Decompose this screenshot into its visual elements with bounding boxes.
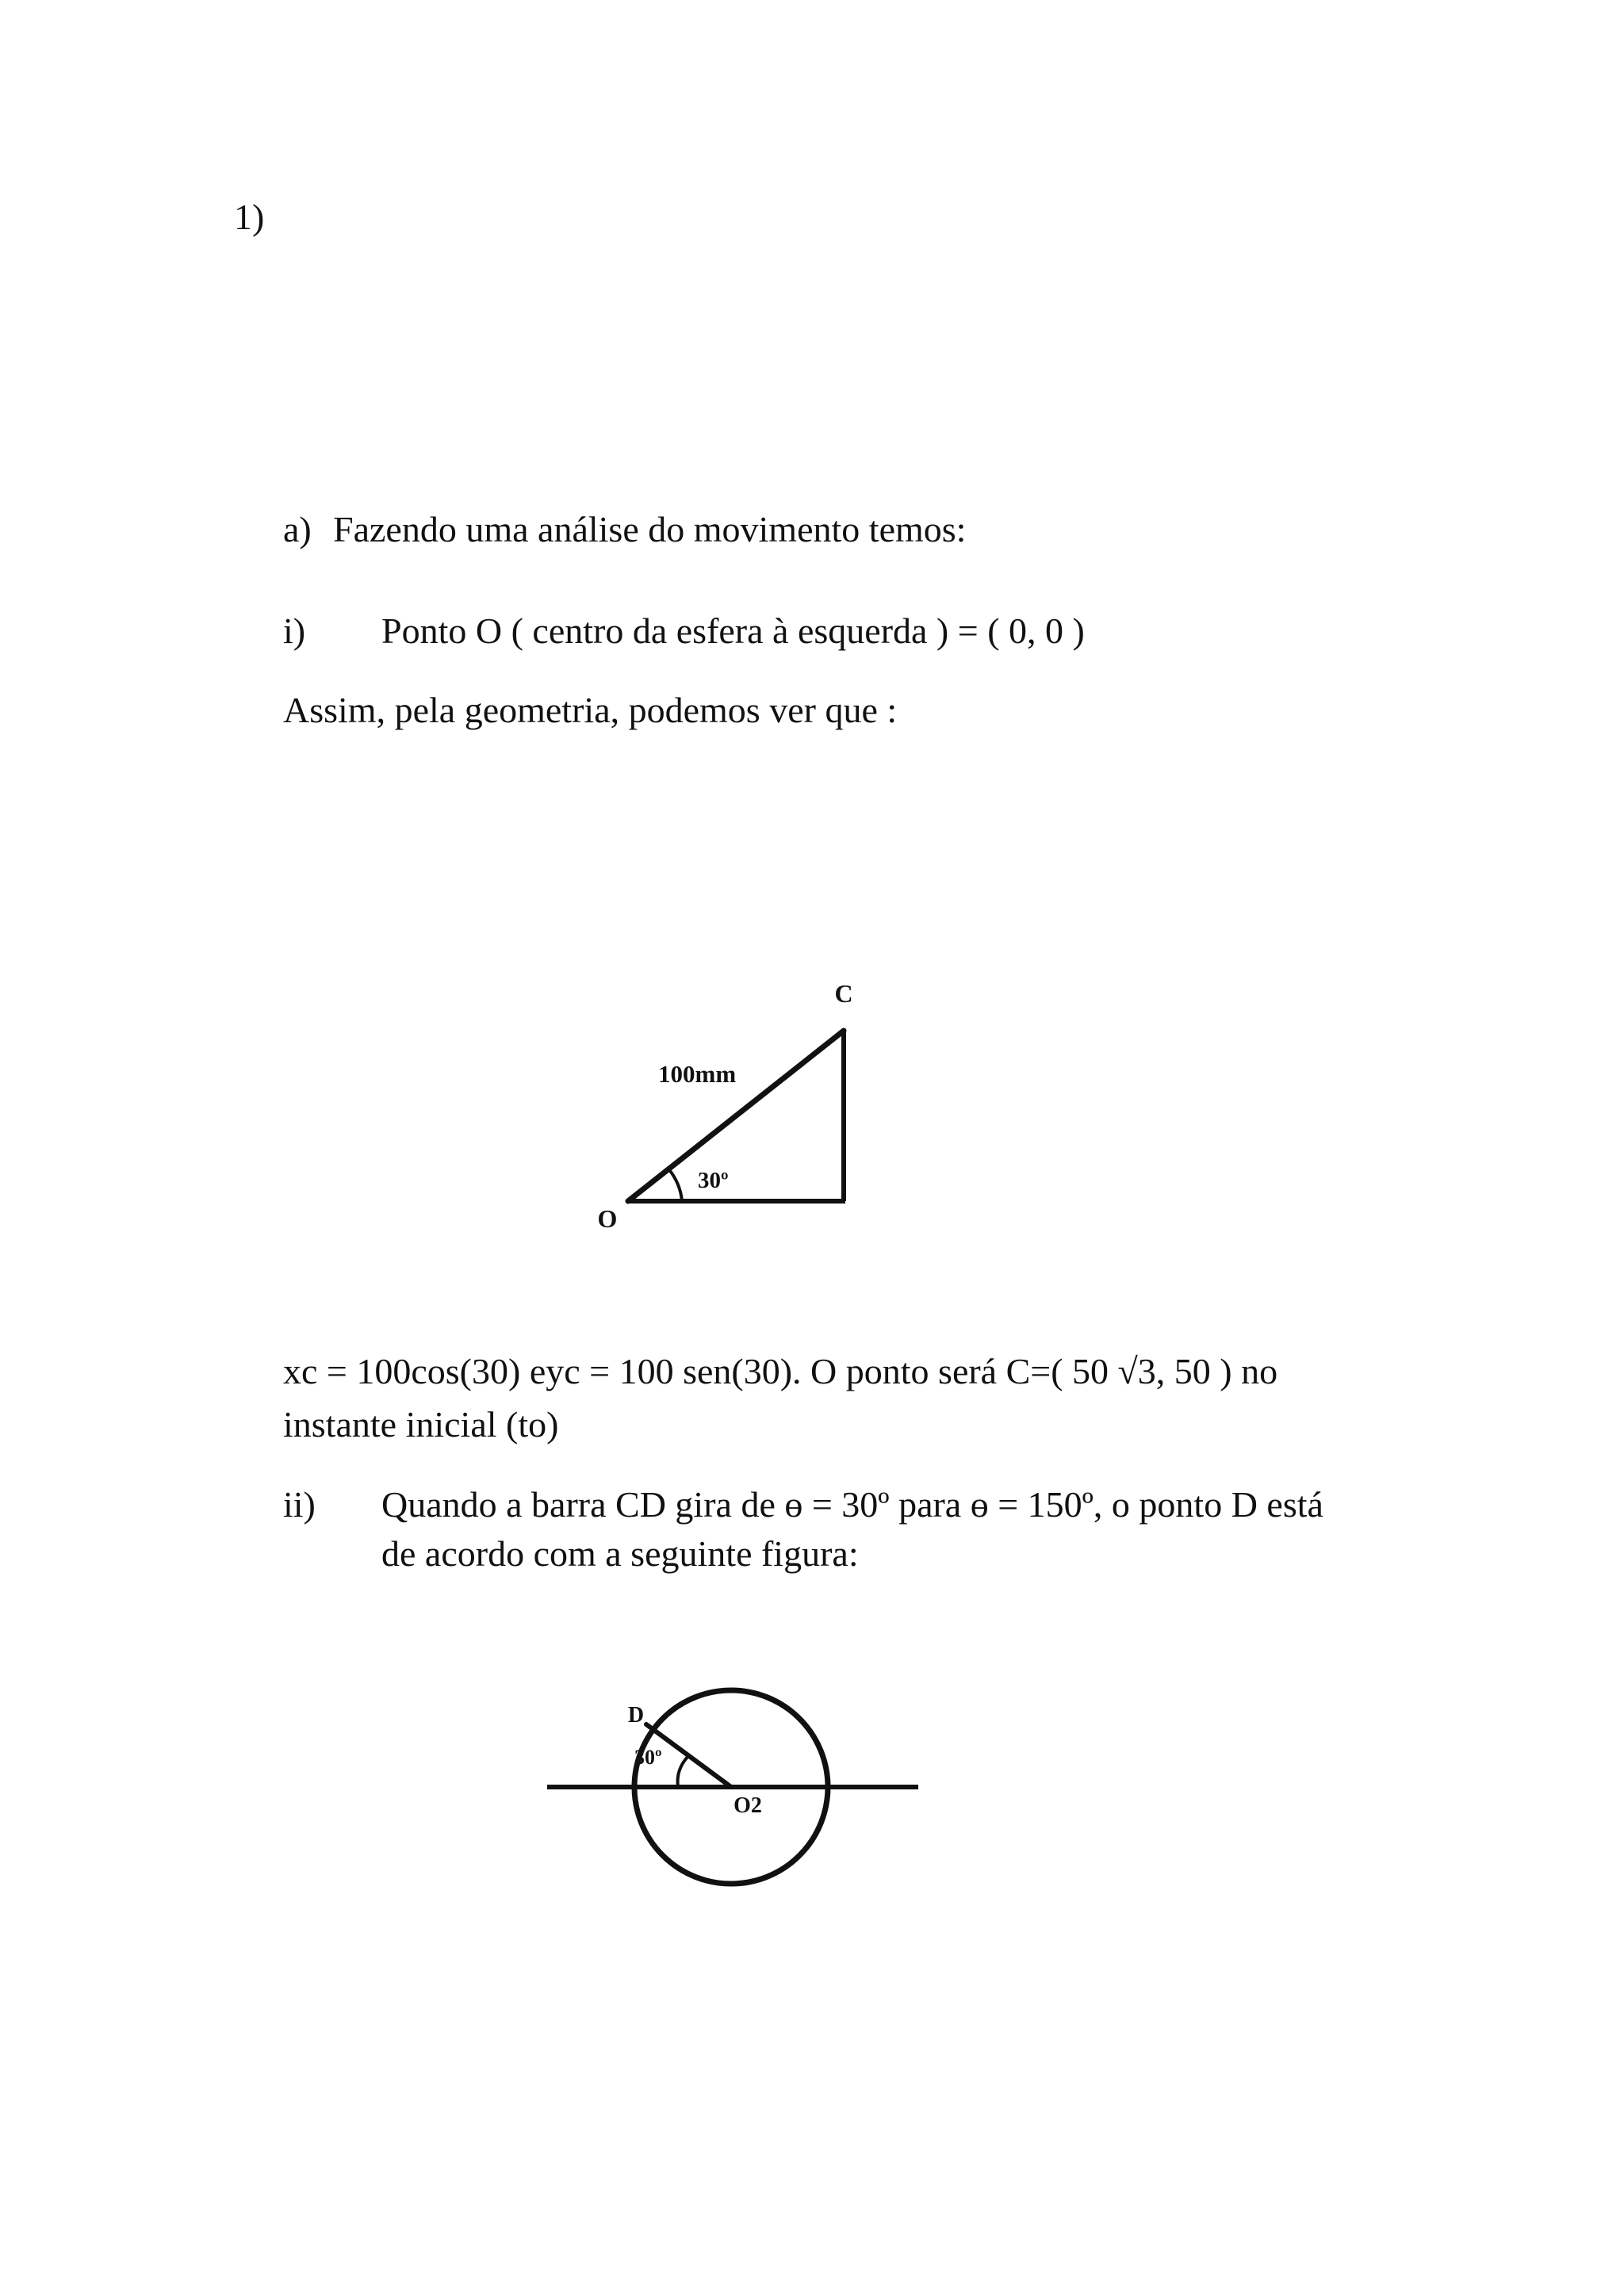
item-ii-line-1: Quando a barra CD gira de ɵ = 30º para ɵ = 150º, o ponto D está [381,1484,1323,1525]
label-c: C [834,979,853,1008]
question-number: 1) [234,197,265,237]
item-ii-line-2: de acordo com a seguinte figura: [381,1533,859,1574]
item-i-text: Ponto O ( centro da esfera à esquerda ) = ( 0, 0 ) [381,610,1085,651]
circle-figure [539,1665,936,1903]
circle-angle-arc [678,1756,688,1787]
circle-angle-label: 30º [634,1746,662,1769]
item-ii-label: ii) [283,1484,316,1525]
item-i-label: i) [283,610,306,651]
label-o2: O2 [733,1793,762,1818]
angle-arc [668,1168,682,1201]
length-label: 100mm [658,1060,737,1088]
equation-line-2: instante inicial (to) [283,1404,559,1445]
item-a-text: Fazendo uma análise do movimento temos: [333,509,967,549]
triangle-figure [571,975,904,1245]
equation-line-1: xc = 100cos(30) eyc = 100 sen(30). O ponto será C=( 50 √3, 50 ) no [283,1351,1278,1391]
triangle-angle-label: 30º [698,1168,729,1193]
item-a-label: a) [283,509,312,549]
label-d: D [627,1703,645,1728]
label-o: O [597,1204,618,1233]
geometry-intro: Assim, pela geometria, podemos ver que : [283,690,898,730]
hypotenuse-oc [628,1031,844,1201]
